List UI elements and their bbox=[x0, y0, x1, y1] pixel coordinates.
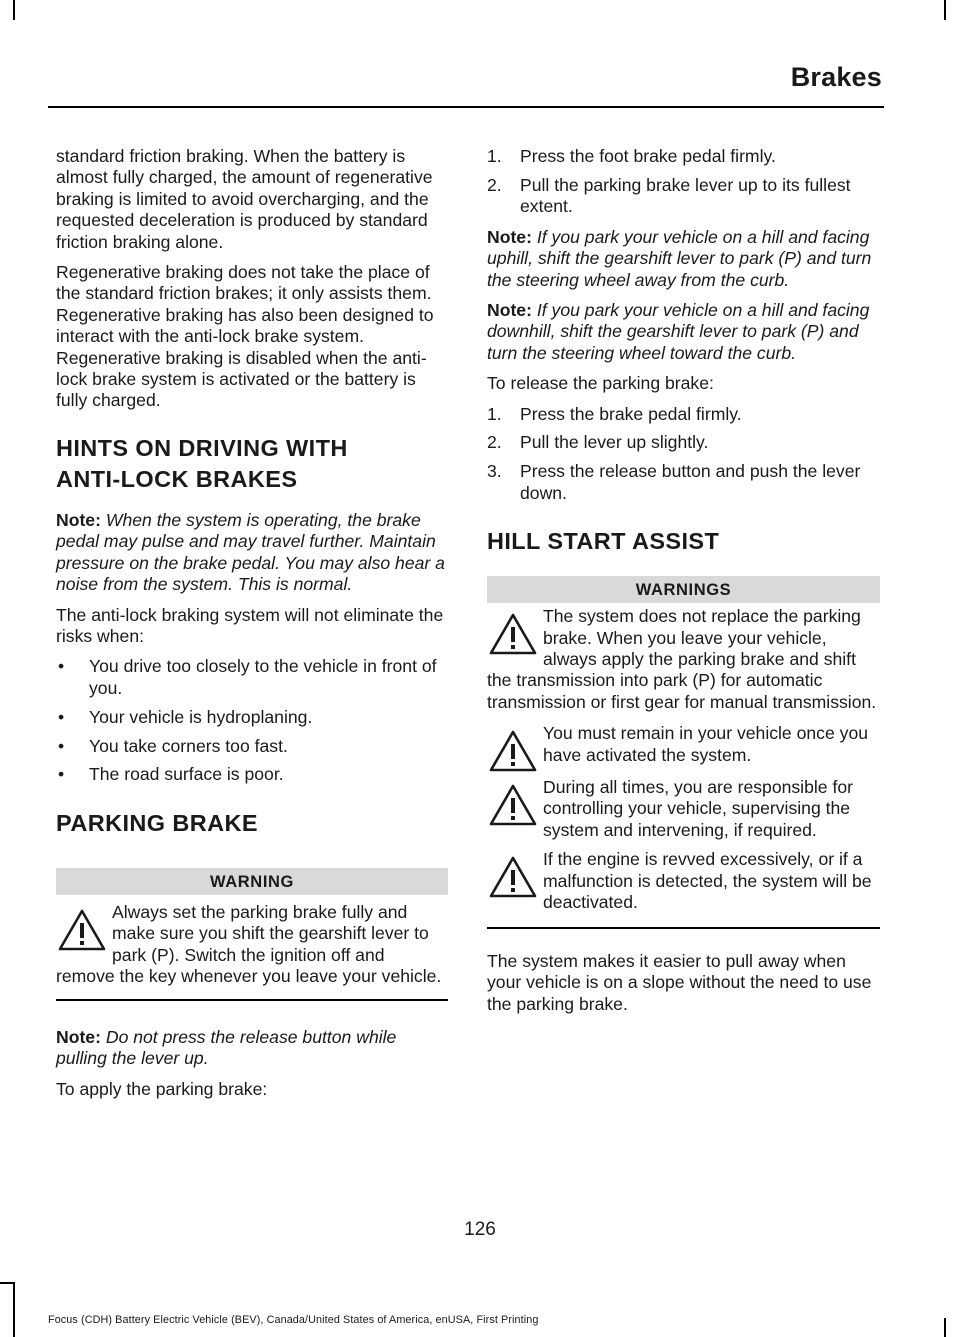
warning-text: During all times, you are responsible for controlling your vehicle, supervising the system and intervening, if required. bbox=[543, 777, 853, 840]
list-item: • You drive too closely to the vehicle in front of you. bbox=[58, 656, 437, 698]
note-text: Do not press the release button while pulling the lever up. bbox=[56, 1026, 397, 1069]
abs-risk-list bbox=[56, 656, 448, 786]
warning-triangle-icon bbox=[487, 781, 539, 829]
list-item: • You take corners too fast. bbox=[58, 735, 288, 756]
heading-hill-start-assist: HILL START ASSIST bbox=[487, 528, 720, 555]
heading-parking-brake: PARKING BRAKE bbox=[56, 809, 258, 836]
release-intro: To release the parking brake: bbox=[487, 373, 714, 394]
note-release-button bbox=[56, 1027, 448, 1070]
list-item: 1. Press the brake pedal firmly. bbox=[487, 403, 742, 424]
warning-text: You must remain in your vehicle once you have activated the system. bbox=[543, 723, 869, 765]
warning-triangle-icon bbox=[487, 610, 539, 658]
list-item: 2. Pull the lever up slightly. bbox=[487, 432, 709, 453]
footer-edition: Focus (CDH) Battery Electric Vehicle (BEV), Canada/United States of America, enUSA, First Printing bbox=[48, 1314, 539, 1326]
hill-assist-description: The system makes it easier to pull away when your vehicle is on a slope without the need to use the parking brake. bbox=[487, 950, 872, 1014]
warnings-divider bbox=[487, 927, 880, 929]
abs-intro: The anti-lock braking system will not eliminate the risks when: bbox=[56, 604, 444, 646]
warning-parking bbox=[56, 902, 448, 988]
section-title: Brakes bbox=[790, 62, 882, 92]
heading-hints-line-2: ANTI-LOCK BRAKES bbox=[56, 465, 298, 492]
warning-header: WARNING bbox=[56, 868, 448, 895]
paragraph-regen-1: standard friction braking. When the battery is almost fully charged, the amount of regenerative braking is limited to avoid overcharging, and the requested deceleration is produced by standard friction braking alone. bbox=[56, 146, 433, 252]
warning-item bbox=[487, 723, 880, 766]
paragraph-regen-2: Regenerative braking does not take the place of the standard friction brakes; it only assists them. Regenerative braking has also been designed to interact with the anti-lock brake system. Regenerative braking is disabled when the anti-lock brake system is activated or the battery is fully charged. bbox=[56, 262, 434, 411]
warning-item bbox=[487, 606, 880, 713]
warnings-header: WARNINGS bbox=[487, 576, 880, 603]
note-text: If you park your vehicle on a hill and facing uphill, shift the gearshift lever to park (P) and turn the steering wheel away from the curb. bbox=[487, 226, 872, 290]
note-label: Note: bbox=[487, 299, 532, 320]
apply-intro: To apply the parking brake: bbox=[56, 1078, 268, 1099]
crop-mark-top-right-v bbox=[944, 0, 946, 20]
apply-steps bbox=[487, 146, 880, 218]
warning-text: The system does not replace the parking brake. When you leave your vehicle, always apply the parking brake and shift the transmission into park (P) for automatic transmission or first gear for manual transmission. bbox=[487, 606, 877, 712]
release-steps bbox=[487, 404, 880, 505]
list-item: 1. Press the foot brake pedal firmly. bbox=[487, 146, 776, 166]
heading-hints-line-1: HINTS ON DRIVING WITH bbox=[56, 434, 348, 461]
note-uphill bbox=[487, 227, 880, 291]
bullet-mark: • bbox=[58, 656, 65, 677]
warning-item bbox=[487, 849, 880, 913]
crop-mark-bottom-right-v bbox=[944, 1318, 946, 1337]
list-item: • The road surface is poor. bbox=[58, 764, 284, 785]
crop-mark-bottom-left-v bbox=[13, 1282, 15, 1337]
warning-text: Always set the parking brake fully and make sure you shift the gearshift lever to park (P). Switch the ignition off and remove the key whenever you leave your vehicle. bbox=[56, 901, 442, 987]
warning-item bbox=[487, 777, 880, 841]
note-text: When the system is operating, the brake pedal may pulse and may travel further. Maintain pressure on the brake pedal. You may also hear a noise from the system. This is normal. bbox=[56, 509, 445, 595]
heading-hints bbox=[56, 433, 448, 495]
note-downhill bbox=[487, 300, 880, 364]
note-text: If you park your vehicle on a hill and facing downhill, shift the gearshift lever to park (P) and turn the steering wheel toward the curb. bbox=[487, 299, 870, 363]
header-divider bbox=[48, 106, 884, 108]
crop-mark-bottom-left-h bbox=[0, 1282, 14, 1284]
bullet-mark: • bbox=[58, 735, 65, 756]
list-item: 2. Pull the parking brake lever up to its fullest extent. bbox=[487, 174, 851, 217]
bullet-mark: • bbox=[58, 764, 65, 785]
note-label: Note: bbox=[56, 509, 101, 530]
warning-triangle-icon bbox=[487, 853, 539, 901]
note-label: Note: bbox=[487, 226, 532, 247]
warning-triangle-icon bbox=[487, 727, 539, 775]
crop-mark-top-left-v bbox=[13, 0, 15, 20]
warning-text: If the engine is revved excessively, or if a malfunction is detected, the system will be deactivated. bbox=[543, 849, 872, 913]
left-column bbox=[56, 146, 448, 1109]
note-label: Note: bbox=[56, 1026, 101, 1047]
bullet-mark: • bbox=[58, 706, 65, 727]
warning-divider bbox=[56, 999, 448, 1001]
page-number: 126 bbox=[464, 1219, 496, 1240]
list-item: • Your vehicle is hydroplaning. bbox=[58, 706, 313, 727]
list-item: 3. Press the release button and push the lever down. bbox=[487, 461, 861, 503]
note-abs bbox=[56, 510, 448, 596]
right-column bbox=[487, 146, 880, 1024]
warning-triangle-icon bbox=[56, 906, 108, 954]
